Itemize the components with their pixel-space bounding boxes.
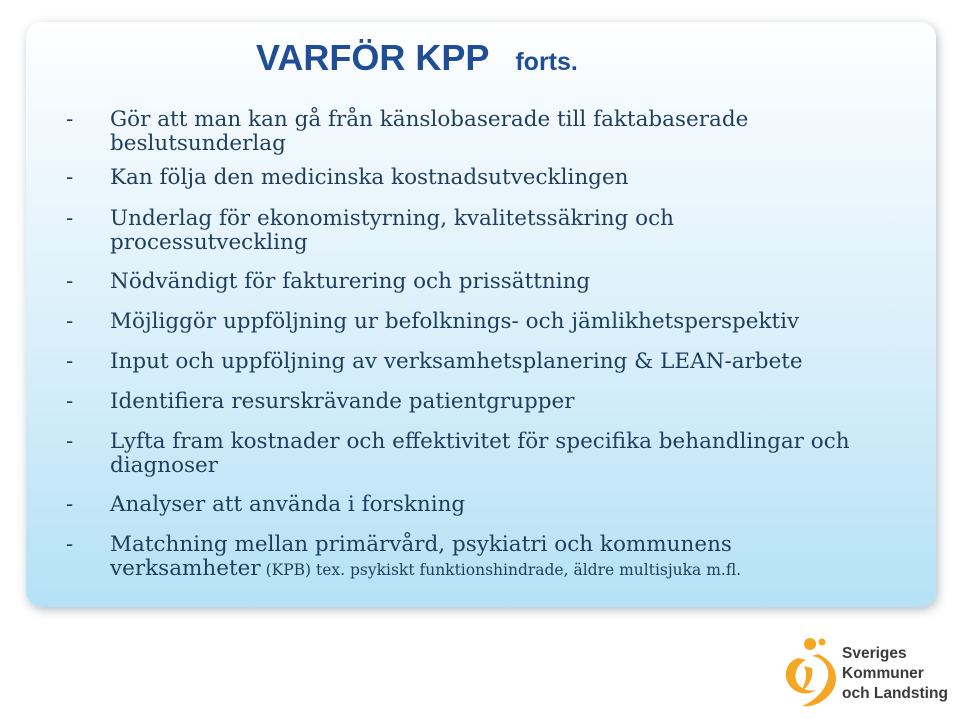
list-item [66, 390, 850, 414]
item-line: Möjliggör uppföljning ur befolknings- och jämlikhetsperspektiv [110, 309, 800, 334]
item-line: processutveckling [110, 230, 308, 255]
list-item [66, 207, 850, 255]
bullet-dash: - [66, 349, 74, 374]
bullet-dash: - [66, 206, 74, 231]
list-item [66, 270, 850, 294]
logo-line: Kommuner [842, 665, 924, 682]
bullet-dash: - [66, 492, 74, 517]
list-item [66, 493, 850, 517]
item-line: Gör att man kan gå från känslobaserade till faktabaserade [110, 107, 749, 132]
list-item [66, 166, 850, 190]
bullet-dash: - [66, 269, 74, 294]
list-item [66, 533, 850, 582]
bullet-dash: - [66, 107, 74, 132]
logo-line: Sveriges [842, 645, 907, 662]
item-line: beslutsunderlag [110, 131, 286, 156]
item-line: Underlag för ekonomistyrning, kvalitetssäkring och [110, 206, 674, 231]
bullet-dash: - [66, 429, 74, 454]
list-item [66, 350, 850, 374]
item-line: Kan följa den medicinska kostnadsutvecklingen [110, 165, 629, 190]
bullet-dash: - [66, 532, 74, 557]
item-line: Identifiera resurskrävande patientgrupper [110, 389, 575, 414]
item-line: Input och uppföljning av verksamhetsplanering & LEAN-arbete [110, 349, 803, 374]
bullet-dash: - [66, 389, 74, 414]
list-item [66, 430, 850, 478]
bullet-dash: - [66, 165, 74, 190]
item-line: Lyfta fram kostnader och effektivitet för specifika behandlingar och [110, 429, 850, 454]
item-line: Nödvändigt för fakturering och prissättning [110, 269, 591, 294]
item-line: Matchning mellan primärvård, psykiatri och kommunens [110, 532, 732, 557]
list-item [66, 310, 850, 334]
item-line: verksamheter [110, 556, 261, 581]
slide-title [256, 37, 578, 78]
item-line: diagnoser [110, 453, 219, 478]
skl-logo-text [842, 644, 948, 704]
title-main: VARFÖR KPP [256, 37, 490, 78]
bullet-list [66, 108, 850, 582]
item-line: Analyser att använda i forskning [110, 492, 466, 517]
bullet-dash: - [66, 309, 74, 334]
logo-line: och Landsting [842, 685, 948, 702]
list-item [66, 108, 850, 156]
title-subtitle: forts. [515, 48, 578, 76]
item-line-tail: (KPB) tex. psykiskt funktionshindrade, äldre multisjuka m.fl. [260, 561, 742, 579]
